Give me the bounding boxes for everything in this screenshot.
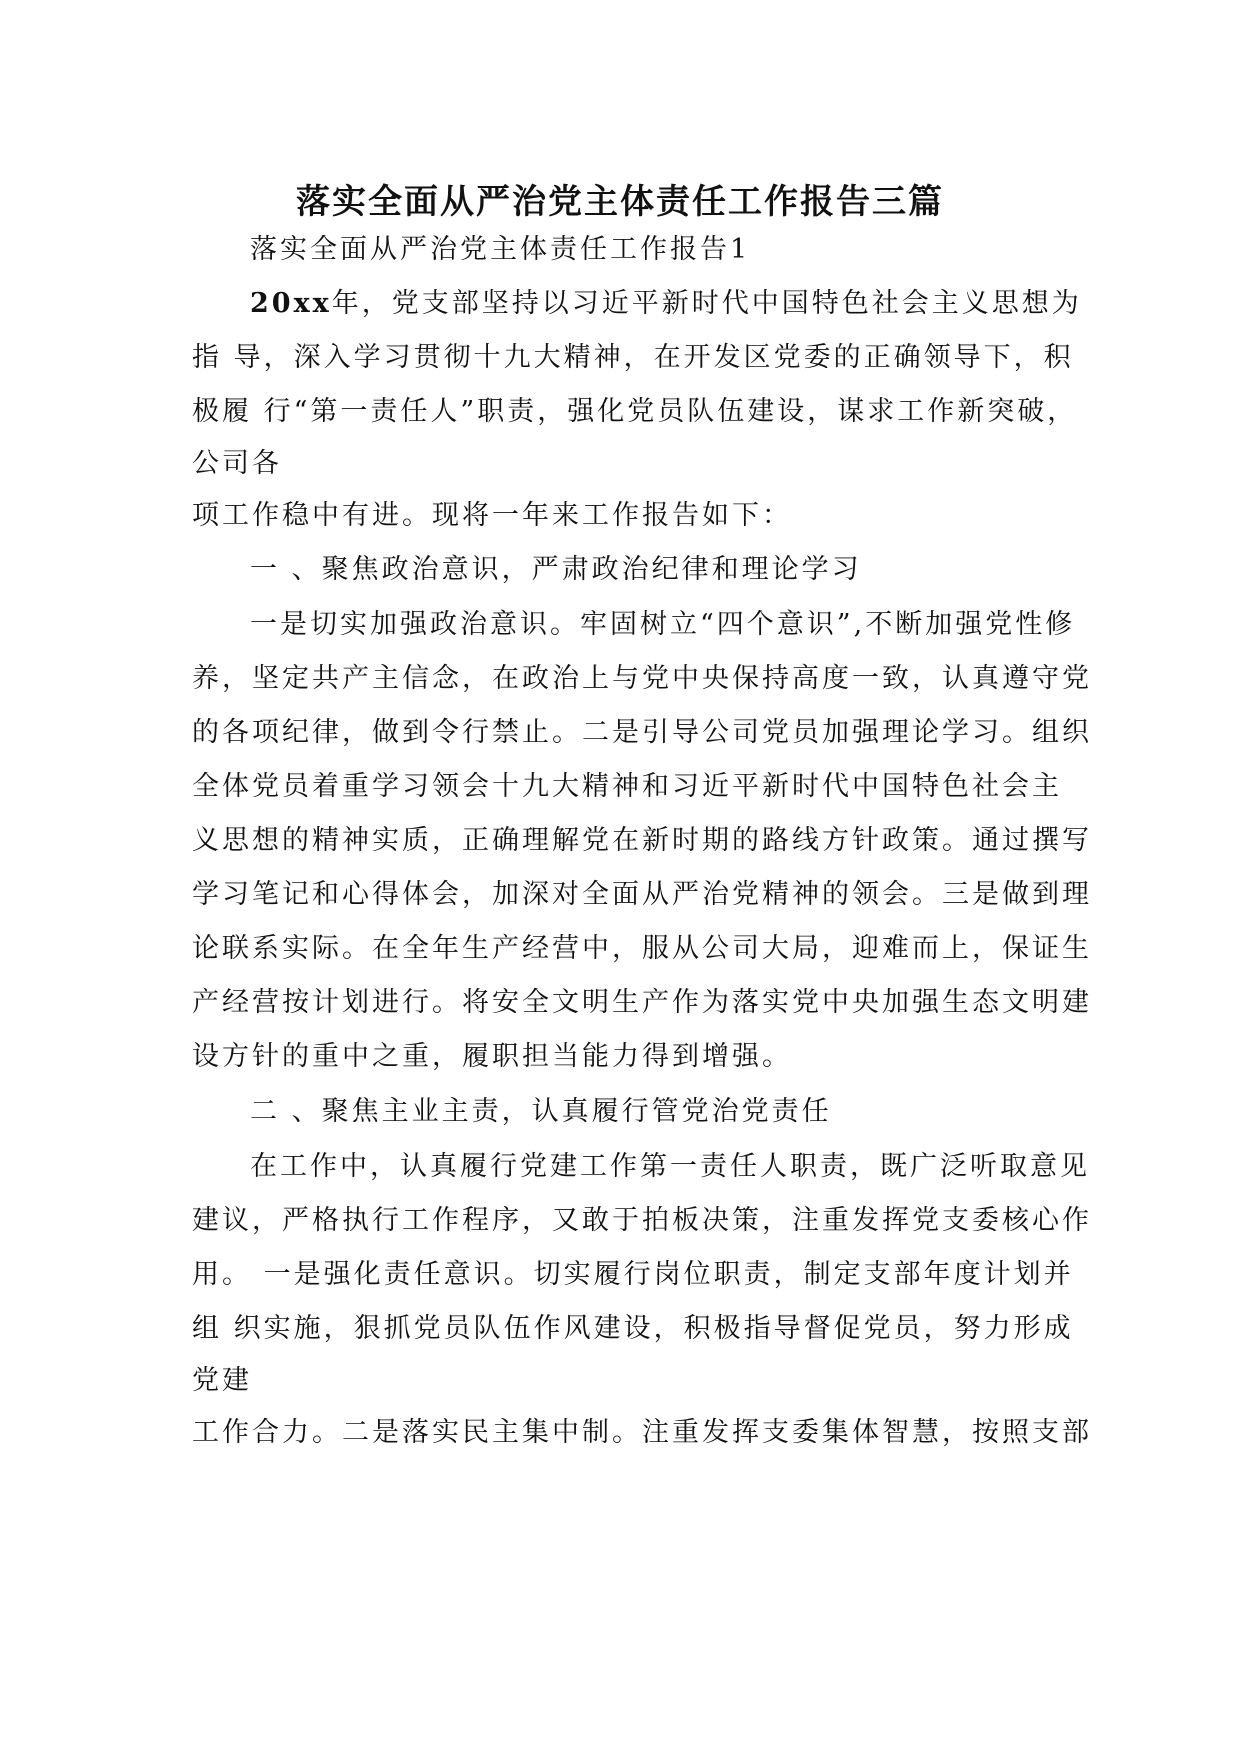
paragraph-line: 党建 xyxy=(192,1365,252,1396)
paragraph-line: 全体党员着重学习领会十九大精神和习近平新时代中国特色社会主 xyxy=(192,771,1062,802)
paragraph-line: 产经营按计划进行。将安全文明生产作为落实党中央加强生态文明建 xyxy=(192,987,1092,1018)
paragraph-line: 设方针的重中之重，履职担当能力得到增强。 xyxy=(192,1041,792,1072)
paragraph-line: 论联系实际。在全年生产经营中，服从公司大局，迎难而上，保证生 xyxy=(192,933,1092,964)
line-text: 年，党支部坚持以习近平新时代中国特色社会主义思想为 xyxy=(331,288,1082,319)
paragraph-line: 用。 一是强化责任意识。切实履行岗位职责，制定支部年度计划并 xyxy=(192,1259,1074,1290)
paragraph-line: 一是切实加强政治意识。牢固树立“四个意识”,不断加强党性修 xyxy=(250,609,1076,640)
paragraph-line: 养，坚定共产主信念，在政治上与党中央保持高度一致，认真遵守党 xyxy=(192,663,1092,694)
paragraph-line: 学习笔记和心得体会，加深对全面从严治党精神的领会。三是做到理 xyxy=(192,879,1092,910)
paragraph-line: 公司各 xyxy=(192,448,282,479)
paragraph-line: 极履 行“第一责任人”职责，强化党员队伍建设，谋求工作新突破， xyxy=(192,396,1078,427)
page-title: 落实全面从严治党主体责任工作报告三篇 xyxy=(296,182,944,222)
paragraph-line: 项工作稳中有进。现将一年来工作报告如下： xyxy=(192,500,792,531)
paragraph-line xyxy=(250,286,1082,322)
paragraph-line: 组 织实施，狠抓党员队伍作风建设，积极指导督促党员，努力形成 xyxy=(192,1313,1074,1344)
paragraph-line: 义思想的精神实质，正确理解党在新时期的路线方针政策。通过撰写 xyxy=(192,825,1092,856)
subtitle: 落实全面从严治党主体责任工作报告1 xyxy=(250,234,751,265)
paragraph-line: 指 导，深入学习贯彻十九大精神，在开发区党委的正确领导下，积 xyxy=(192,342,1074,373)
section-heading: 二 、聚焦主业主责，认真履行管党治党责任 xyxy=(250,1096,832,1127)
paragraph-line: 在工作中，认真履行党建工作第一责任人职责，既广泛听取意见 xyxy=(250,1151,1090,1182)
year-lead: 20xx xyxy=(250,288,332,319)
paragraph-line: 的各项纪律，做到令行禁止。二是引导公司党员加强理论学习。组织 xyxy=(192,717,1092,748)
paragraph-line: 建议，严格执行工作程序，又敢于拍板决策，注重发挥党支委核心作 xyxy=(192,1205,1092,1236)
section-heading: 一 、聚焦政治意识，严肃政治纪律和理论学习 xyxy=(250,554,862,585)
paragraph-line: 工作合力。二是落实民主集中制。注重发挥支委集体智慧，按照支部 xyxy=(192,1417,1092,1448)
